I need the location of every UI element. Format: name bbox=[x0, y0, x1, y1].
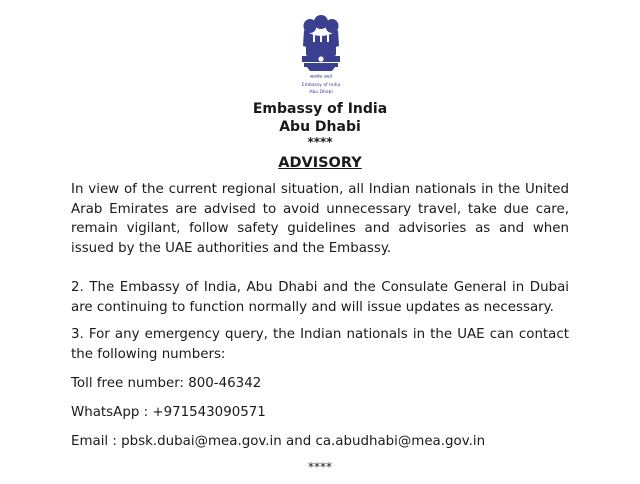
emblem-caption-line3: Abu Dhabi bbox=[309, 90, 333, 95]
advisory-paragraph-1: In view of the current regional situation, all Indian nationals in the United Arab Emirates are advised to avoid unnecessary travel, take due care, remain vigilant, follow safety guidelines and advisories as and when issued by the UAE authorities and the Embassy. bbox=[71, 182, 569, 256]
advisory-heading: ADVISORY bbox=[278, 155, 362, 171]
national-emblem-icon bbox=[295, 12, 347, 96]
advisory-paragraph-3: 3. For any emergency query, the Indian nationals in the UAE can contact the following numbers: bbox=[71, 327, 569, 362]
header-separator: **** bbox=[307, 135, 333, 149]
embassy-city: Abu Dhabi bbox=[279, 119, 361, 135]
toll-free-number: Toll free number: 800-46342 bbox=[71, 376, 262, 391]
contact-email: Email : pbsk.dubai@mea.gov.in and ca.abudhabi@mea.gov.in bbox=[71, 434, 486, 449]
advisory-paragraph-2: 2. The Embassy of India, Abu Dhabi and the Consulate General in Dubai are continuing to function normally and will issue updates as necessary. bbox=[71, 280, 569, 315]
whatsapp-number: WhatsApp : +971543090571 bbox=[71, 405, 266, 420]
embassy-title: Embassy of India bbox=[252, 101, 388, 117]
emblem-caption-line1: सत्यमेव जयते bbox=[309, 75, 333, 80]
footer-separator: **** bbox=[308, 460, 332, 474]
emblem-caption-line2: Embassy of India bbox=[301, 83, 341, 88]
